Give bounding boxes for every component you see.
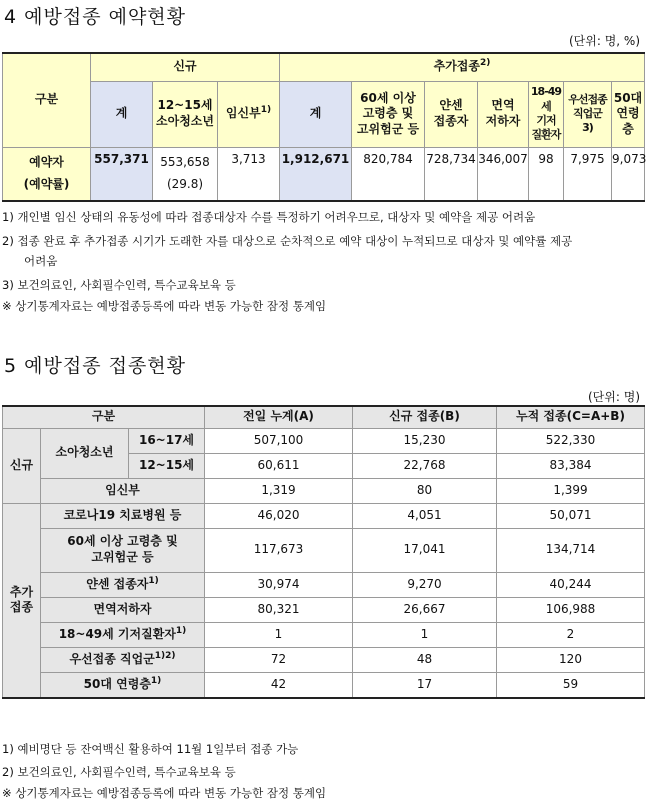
value-add-50s: 9,073 — [612, 147, 645, 201]
header-new-vaccination: 신규 접종(B) — [353, 406, 497, 428]
row-label: 우선접종 직업군$^{1)2)}$ — [41, 647, 205, 672]
row-label: 면역저하자 — [41, 597, 205, 622]
header-gubun: 구분 — [3, 406, 205, 428]
value-new: 1 — [353, 622, 497, 647]
section4-title: 4 예방접종 예약현황 — [4, 6, 186, 28]
value-new: 17,041 — [353, 528, 497, 572]
row-label: 임신부 — [41, 478, 205, 503]
header-new-pregnant: 임신부$^{1)}$ — [218, 81, 280, 147]
value-new: 26,667 — [353, 597, 497, 622]
value-prev: 1 — [205, 622, 353, 647]
value-cum: 59 — [497, 672, 645, 698]
value-prev: 117,673 — [205, 528, 353, 572]
group-additional: 추가 접종 — [3, 503, 41, 698]
header-gubun: 구분 — [3, 53, 91, 147]
header-add-immuno: 면역 저하자 — [478, 81, 529, 147]
value-add-1849: 98 — [529, 147, 564, 201]
value-cum: 40,244 — [497, 572, 645, 597]
header-add-1849: 18-49세 기저 질환자 — [529, 81, 564, 147]
value-new-teen: 553,658 (29.8) — [153, 147, 218, 201]
value-new: 48 — [353, 647, 497, 672]
header-new-teen: 12~15세 소아청소년 — [153, 81, 218, 147]
value-cum: 83,384 — [497, 453, 645, 478]
value-new: 4,051 — [353, 503, 497, 528]
section5-unit: (단위: 명) — [588, 390, 640, 404]
value-new-pregnant: 3,713 — [218, 147, 280, 201]
section4-unit: (단위: 명, %) — [568, 34, 640, 48]
value-add-60: 820,784 — [352, 147, 425, 201]
row-label: 60세 이상 고령층 및 고위험군 등 — [41, 528, 205, 572]
header-add-janssen: 얀센 접종자 — [425, 81, 478, 147]
header-add-priority: 우선접종 직업군 3) — [564, 81, 612, 147]
value-prev: 507,100 — [205, 428, 353, 453]
sec4-note-3: 3) 보건의료인, 사회필수인력, 특수교육보육 등 — [2, 278, 236, 292]
header-add-60: 60세 이상 고령층 및 고위험군 등 — [352, 81, 425, 147]
value-prev: 46,020 — [205, 503, 353, 528]
value-new: 22,768 — [353, 453, 497, 478]
row-label-reservation: 예약자 (예약률) — [3, 147, 91, 201]
header-add-total: 계 — [280, 81, 352, 147]
value-add-immuno: 346,007 — [478, 147, 529, 201]
header-additional: 추가접종$^{2)}$ — [280, 53, 645, 81]
value-cum: 2 — [497, 622, 645, 647]
sec4-note-footer: ※ 상기통계자료는 예방접종등록에 따라 변동 가능한 잠정 통계임 — [2, 299, 327, 313]
value-prev: 80,321 — [205, 597, 353, 622]
value-cum: 120 — [497, 647, 645, 672]
header-prev-cumulative: 전일 누계(A) — [205, 406, 353, 428]
value-prev: 60,611 — [205, 453, 353, 478]
sec4-note-1: 1) 개인별 임신 상태의 유동성에 따라 접종대상자 수를 특정하기 어려우므로, 대상자 및 예약을 제공 어려움 — [2, 210, 536, 224]
value-prev: 72 — [205, 647, 353, 672]
group-new: 신규 — [3, 428, 41, 503]
row-label: 18~49세 기저질환자$^{1)}$ — [41, 622, 205, 647]
value-add-total: 1,912,671 — [280, 147, 352, 201]
value-cum: 106,988 — [497, 597, 645, 622]
sec5-note-footer: ※ 상기통계자료는 예방접종등록에 따라 변동 가능한 잠정 통계임 — [2, 786, 327, 800]
value-cum: 1,399 — [497, 478, 645, 503]
sec5-note-1: 1) 예비명단 등 잔여백신 활용하여 11월 1일부터 접종 가능 — [2, 742, 299, 756]
row-label: 얀센 접종자$^{1)}$ — [41, 572, 205, 597]
value-cum: 134,714 — [497, 528, 645, 572]
section5-title: 5 예방접종 접종현황 — [4, 355, 186, 377]
header-total-cumulative: 누적 접종(C=A+B) — [497, 406, 645, 428]
sec5-note-2: 2) 보건의료인, 사회필수인력, 특수교육보육 등 — [2, 765, 236, 779]
value-new: 9,270 — [353, 572, 497, 597]
value-add-priority: 7,975 — [564, 147, 612, 201]
value-new-total: 557,371 — [91, 147, 153, 201]
row-label: 코로나19 치료병원 등 — [41, 503, 205, 528]
row-label: 16~17세 — [129, 428, 205, 453]
value-add-janssen: 728,734 — [425, 147, 478, 201]
row-label: 50대 연령층$^{1)}$ — [41, 672, 205, 698]
value-cum: 522,330 — [497, 428, 645, 453]
header-new: 신규 — [91, 53, 280, 81]
value-prev: 1,319 — [205, 478, 353, 503]
reservation-table — [2, 52, 645, 202]
value-new: 80 — [353, 478, 497, 503]
value-prev: 30,974 — [205, 572, 353, 597]
vaccination-table — [2, 405, 645, 699]
value-new: 15,230 — [353, 428, 497, 453]
group-teen: 소아청소년 — [41, 428, 129, 478]
value-prev: 42 — [205, 672, 353, 698]
sec4-note-2: 2) 접종 완료 후 추가접종 시기가 도래한 자를 대상으로 순차적으로 예약 대상이 누적되므로 대상자 및 예약률 제공 — [2, 234, 573, 248]
header-new-total: 계 — [91, 81, 153, 147]
sec4-note-2-cont: 어려움 — [24, 254, 58, 268]
value-new: 17 — [353, 672, 497, 698]
header-add-50s: 50대 연령층 — [612, 81, 645, 147]
value-cum: 50,071 — [497, 503, 645, 528]
row-label: 12~15세 — [129, 453, 205, 478]
